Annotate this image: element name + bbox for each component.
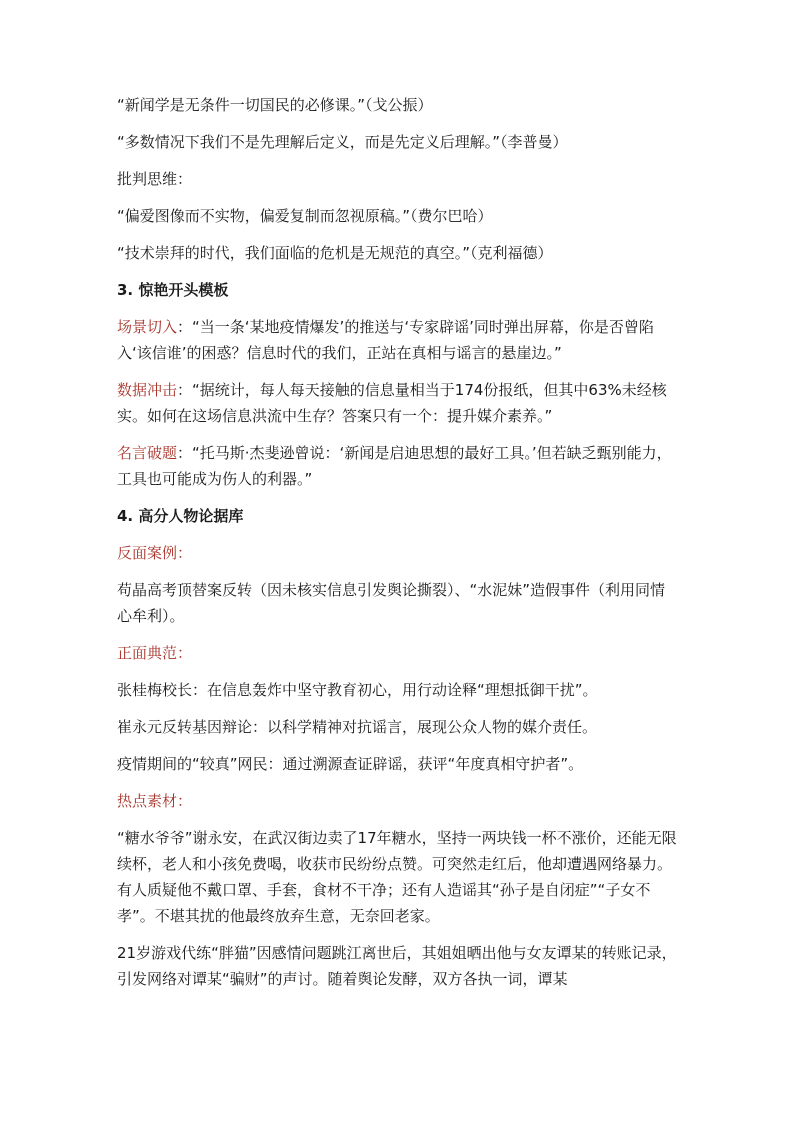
- positive-example: 疫情期间的“较真”网民：通过溯源查证辟谣，获评“年度真相守护者”。: [117, 755, 584, 773]
- negative-cases-text: 苟晶高考顶替案反转（因未核实信息引发舆论撕裂）、“水泥妹”造假事件（利用同情心牟利）。: [117, 581, 666, 625]
- quote-line: “多数情况下我们不是先理解后定义，而是先定义后理解。”（李普曼）: [117, 133, 568, 151]
- item-text: ：“托马斯·杰斐逊曾说：‘新闻是启迪思想的最好工具。’但若缺乏甄别能力，工具也可能成为伤人的利器。”: [117, 444, 672, 488]
- positive-example: 张桂梅校长：在信息轰炸中坚守教育初心，用行动诠释“理想抵御干扰”。: [117, 681, 598, 699]
- item-text: ：“当一条‘某地疫情爆发’的推送与‘专家辟谣’同时弹出屏幕，你是否曾陷入‘该信谁’的困惑？信息时代的我们，正站在真相与谣言的悬崖边。”: [117, 318, 654, 362]
- critical-thinking-label: 批判思维：: [117, 170, 193, 188]
- opening-template-item: [117, 377, 677, 429]
- item-label: 名言破题: [117, 444, 178, 462]
- section-heading: 3. 惊艳开头模板: [117, 281, 229, 299]
- negative-cases-label: 反面案例：: [117, 544, 193, 562]
- positive-examples-label: 正面典范：: [117, 644, 193, 662]
- hot-topics-label: 热点素材：: [117, 792, 193, 810]
- quote-line: “新闻学是无条件一切国民的必修课。”（戈公振）: [117, 96, 433, 114]
- quote-line: “偏爱图像而不实物，偏爱复制而忽视原稿。”（费尔巴哈）: [117, 207, 493, 225]
- item-text: ：“据统计，每人每天接触的信息量相当于174份报纸，但其中63%未经核实。如何在这场信息洪流中生存？答案只有一个：提升媒介素养。”: [117, 381, 667, 425]
- item-label: 数据冲击: [117, 381, 178, 399]
- item-label: 场景切入: [117, 318, 178, 336]
- positive-example: 崔永元反转基因辩论：以科学精神对抗谣言，展现公众人物的媒介责任。: [117, 718, 598, 736]
- hot-topic-paragraph: 21岁游戏代练“胖猫”因感情问题跳江离世后，其姐姐晒出他与女友谭某的转账记录，引发网络对谭某“骗财”的声讨。随着舆论发酵，双方各执一词，谭某: [117, 944, 677, 988]
- opening-template-item: [117, 314, 677, 366]
- quote-line: “技术崇拜的时代，我们面临的危机是无规范的真空。”（克利福德）: [117, 244, 553, 262]
- opening-template-item: [117, 440, 677, 492]
- hot-topic-paragraph: “糖水爷爷”谢永安，在武汉街边卖了17年糖水，坚持一两块钱一杯不涨价，还能无限续杯，老人和小孩免费喝，收获市民纷纷点赞。可突然走红后，他却遭遇网络暴力。有人质疑他不戴口罩、手套，食材不干净；还有人造谣其“孙子是自闭症”“子女不孝”。不堪其扰的他最终放弃生意，无奈回老家。: [117, 829, 677, 925]
- section-heading: 4. 高分人物论据库: [117, 507, 244, 525]
- document-body: [117, 92, 677, 1003]
